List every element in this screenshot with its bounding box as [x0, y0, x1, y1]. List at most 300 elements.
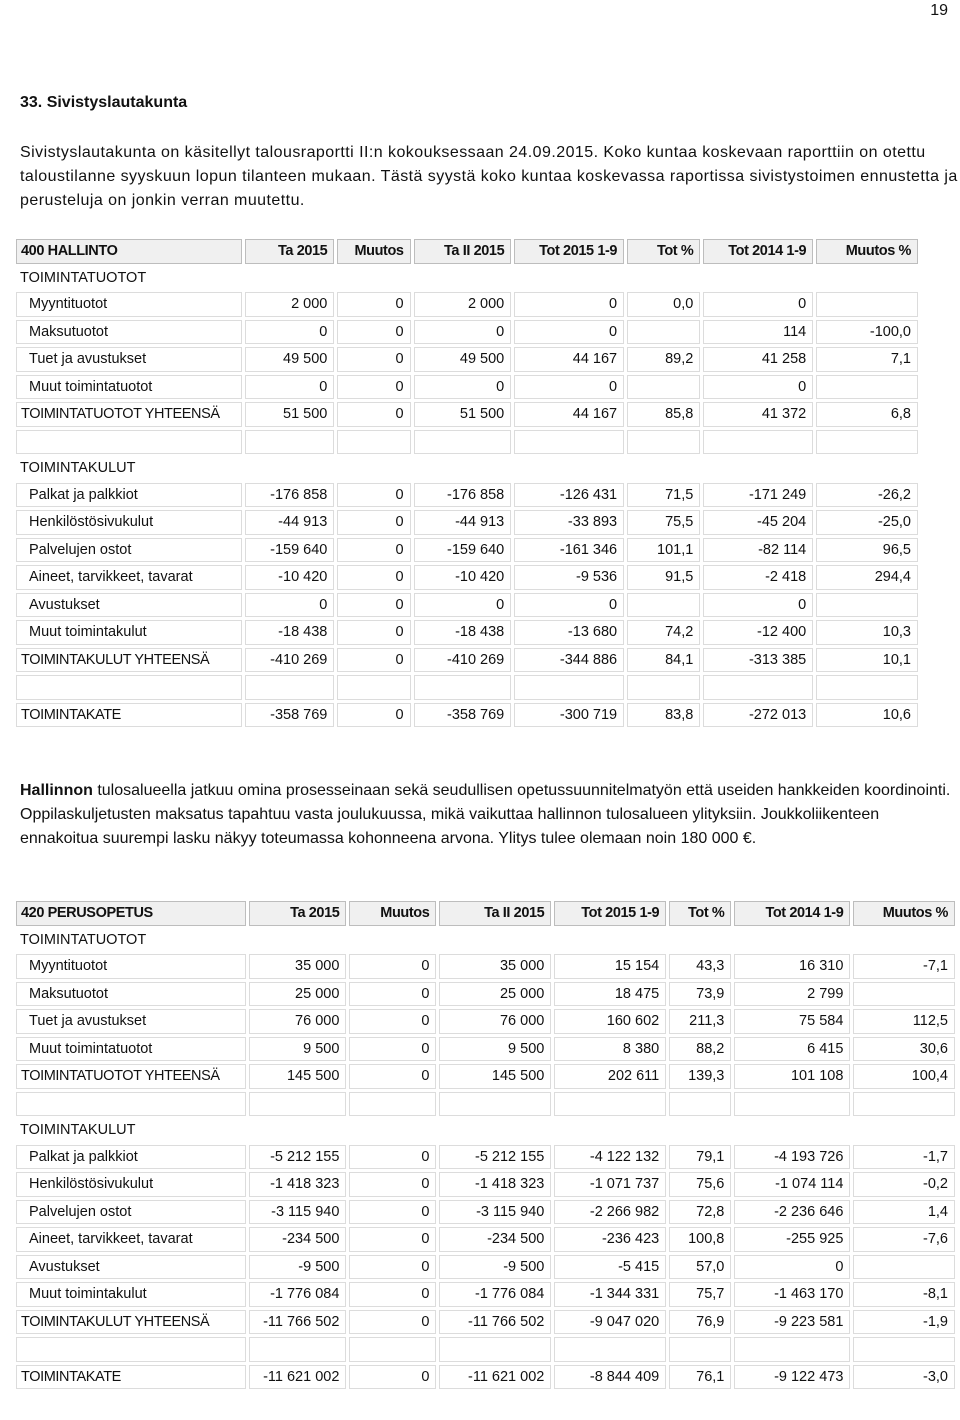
row-label: Aineet, tarvikkeet, tavarat	[16, 1227, 246, 1252]
value-cell: -0,2	[853, 1172, 955, 1197]
intro-paragraph: Sivistyslautakunta on käsitellyt talousraportti II:n kokouksessaan 24.09.2015. Koko kuntaa koskevaan raporttiin on otettu taloustilanne syyskuun lopun tilanteen mukaan. Tästä syystä koko kuntaa koskevassa raportissa sivistystoimen ennustetta ja perusteluja on jonkin verran muutettu.	[20, 144, 958, 209]
total-row	[16, 648, 918, 673]
value-cell: 0	[245, 320, 335, 345]
total-row	[16, 1310, 955, 1335]
value-cell: -234 500	[249, 1227, 346, 1252]
value-cell: 0	[337, 292, 410, 317]
value-cell: 100,8	[669, 1227, 731, 1252]
value-cell: -44 913	[245, 510, 335, 535]
spacer-row	[16, 430, 918, 455]
value-cell: 145 500	[439, 1064, 551, 1089]
value-cell: 0	[245, 593, 335, 618]
empty-cell	[703, 675, 813, 700]
value-cell: 43,3	[669, 954, 731, 979]
value-cell	[627, 375, 700, 400]
table-header-row	[16, 239, 918, 264]
table-row	[16, 982, 955, 1007]
note-text: tulosalueella jatkuu omina prosesseinaan sekä seudullisen opetussuunnitelmatyön että useiden hankkeiden koordinointi. Oppilaskuljetusten maksatus tapahtuu vasta joulukuussa, mikä vaikuttaa hallinnon tulosalueen ylityksiin. Joukkoliikenteen ennakoitua suurempi lasku näkyy toteumassa kohonneena arvona. Ylitys tulee olemaan noin 180 000 €.	[20, 782, 951, 847]
value-cell: -344 886	[514, 648, 624, 673]
value-cell: -44 913	[414, 510, 512, 535]
value-cell: -11 621 002	[439, 1365, 551, 1390]
table-row	[16, 347, 918, 372]
row-label: Palvelujen ostot	[16, 1200, 246, 1225]
group-label: TOIMINTAKULUT	[20, 460, 136, 477]
value-cell: 0	[349, 1064, 436, 1089]
table-row	[16, 292, 918, 317]
value-cell: 0	[349, 1310, 436, 1335]
table-row	[16, 1282, 955, 1307]
value-cell: -1 344 331	[554, 1282, 666, 1307]
value-cell: -171 249	[703, 483, 813, 508]
value-cell: -45 204	[703, 510, 813, 535]
value-cell: 25 000	[249, 982, 346, 1007]
value-cell: 75,6	[669, 1172, 731, 1197]
value-cell: -7,6	[853, 1227, 955, 1252]
table-row	[16, 1009, 955, 1034]
row-label: TOIMINTATUOTOT YHTEENSÄ	[16, 1064, 246, 1089]
value-cell: 10,3	[816, 620, 918, 645]
value-cell: 71,5	[627, 483, 700, 508]
value-cell: 16 310	[734, 954, 850, 979]
value-cell: -236 423	[554, 1227, 666, 1252]
row-label: Avustukset	[16, 593, 242, 618]
value-cell: -4 193 726	[734, 1145, 850, 1170]
value-cell: 51 500	[414, 402, 512, 427]
table-row	[16, 320, 918, 345]
value-cell: 44 167	[514, 402, 624, 427]
value-cell: -300 719	[514, 703, 624, 728]
empty-cell	[414, 430, 512, 455]
value-cell: 0	[337, 565, 410, 590]
value-cell: 0	[349, 1255, 436, 1280]
column-header: Tot 2015 1-9	[554, 901, 666, 926]
value-cell: 0	[337, 648, 410, 673]
value-cell: -9 536	[514, 565, 624, 590]
value-cell: 0	[349, 954, 436, 979]
value-cell: -82 114	[703, 538, 813, 563]
empty-cell	[816, 430, 918, 455]
value-cell: 41 372	[703, 402, 813, 427]
value-cell: 76,9	[669, 1310, 731, 1335]
value-cell: 44 167	[514, 347, 624, 372]
row-label: Henkilöstösivukulut	[16, 510, 242, 535]
value-cell: -33 893	[514, 510, 624, 535]
value-cell: -25,0	[816, 510, 918, 535]
row-label: Myyntituotot	[16, 292, 242, 317]
empty-cell	[669, 1337, 731, 1362]
value-cell: -1,7	[853, 1145, 955, 1170]
table-row	[16, 538, 918, 563]
empty-cell	[734, 1092, 850, 1117]
value-cell: 0	[349, 1172, 436, 1197]
value-cell: -1 776 084	[249, 1282, 346, 1307]
spacer-row	[16, 675, 918, 700]
column-header: Ta 2015	[245, 239, 335, 264]
value-cell: 145 500	[249, 1064, 346, 1089]
value-cell: 0	[337, 320, 410, 345]
value-cell: 2 799	[734, 982, 850, 1007]
value-cell: -1 463 170	[734, 1282, 850, 1307]
value-cell: 0	[337, 375, 410, 400]
column-header: Muutos	[337, 239, 410, 264]
value-cell: 91,5	[627, 565, 700, 590]
table-row	[16, 483, 918, 508]
value-cell: 101 108	[734, 1064, 850, 1089]
empty-cell	[337, 675, 410, 700]
value-cell: -3 115 940	[439, 1200, 551, 1225]
value-cell: 0	[349, 982, 436, 1007]
value-cell: -272 013	[703, 703, 813, 728]
value-cell: -2 266 982	[554, 1200, 666, 1225]
value-cell: 0	[414, 593, 512, 618]
row-label: TOIMINTAKULUT YHTEENSÄ	[16, 1310, 246, 1335]
value-cell: -410 269	[414, 648, 512, 673]
value-cell: 25 000	[439, 982, 551, 1007]
value-cell: 0	[349, 1282, 436, 1307]
column-header: Tot 2014 1-9	[703, 239, 813, 264]
value-cell: -9 223 581	[734, 1310, 850, 1335]
value-cell: -18 438	[245, 620, 335, 645]
value-cell: 0	[337, 402, 410, 427]
table-row	[16, 954, 955, 979]
value-cell: -126 431	[514, 483, 624, 508]
empty-cell	[245, 430, 335, 455]
column-header: Ta II 2015	[414, 239, 512, 264]
column-header: 400 HALLINTO	[16, 239, 242, 264]
value-cell: -3 115 940	[249, 1200, 346, 1225]
value-cell: -9 122 473	[734, 1365, 850, 1390]
empty-cell	[816, 675, 918, 700]
value-cell: 0	[703, 292, 813, 317]
value-cell: 0	[514, 375, 624, 400]
total-row	[16, 703, 918, 728]
column-header: Tot %	[627, 239, 700, 264]
row-label: Henkilöstösivukulut	[16, 1172, 246, 1197]
value-cell: 101,1	[627, 538, 700, 563]
value-cell: -4 122 132	[554, 1145, 666, 1170]
table-row	[16, 593, 918, 618]
value-cell: 49 500	[245, 347, 335, 372]
value-cell: -358 769	[414, 703, 512, 728]
value-cell: 89,2	[627, 347, 700, 372]
value-cell: -234 500	[439, 1227, 551, 1252]
value-cell: 10,1	[816, 648, 918, 673]
table-row	[16, 1227, 955, 1252]
table-row	[16, 375, 918, 400]
column-header: Tot 2015 1-9	[514, 239, 624, 264]
value-cell: 2 000	[414, 292, 512, 317]
value-cell: -8 844 409	[554, 1365, 666, 1390]
value-cell	[853, 1255, 955, 1280]
group-filler	[245, 457, 918, 480]
value-cell: 0	[337, 483, 410, 508]
value-cell: 49 500	[414, 347, 512, 372]
value-cell: 35 000	[249, 954, 346, 979]
value-cell: -11 766 502	[249, 1310, 346, 1335]
value-cell: -8,1	[853, 1282, 955, 1307]
spacer-row	[16, 1337, 955, 1362]
value-cell: 6 415	[734, 1037, 850, 1062]
row-label: Maksutuotot	[16, 320, 242, 345]
value-cell: -1 074 114	[734, 1172, 850, 1197]
value-cell: -5 415	[554, 1255, 666, 1280]
value-cell: -176 858	[245, 483, 335, 508]
value-cell	[816, 593, 918, 618]
value-cell: -7,1	[853, 954, 955, 979]
value-cell: -1 071 737	[554, 1172, 666, 1197]
table-row	[16, 510, 918, 535]
value-cell: -1 776 084	[439, 1282, 551, 1307]
empty-cell	[853, 1092, 955, 1117]
value-cell: 0	[337, 593, 410, 618]
row-label: Muut toimintakulut	[16, 620, 242, 645]
row-label: Aineet, tarvikkeet, tavarat	[16, 565, 242, 590]
value-cell: -13 680	[514, 620, 624, 645]
value-cell: 0	[703, 375, 813, 400]
value-cell: 0	[337, 538, 410, 563]
group-filler	[249, 929, 955, 952]
section-title: 33. Sivistyslautakunta	[20, 94, 188, 111]
value-cell: 8 380	[554, 1037, 666, 1062]
table-400-hallinto	[13, 236, 921, 730]
column-header: Muutos %	[816, 239, 918, 264]
empty-cell	[245, 675, 335, 700]
table-header-row	[16, 901, 955, 926]
empty-cell	[734, 1337, 850, 1362]
group-heading-row	[16, 457, 918, 480]
row-label: TOIMINTAKULUT YHTEENSÄ	[16, 648, 242, 673]
empty-cell	[514, 675, 624, 700]
row-label: Palvelujen ostot	[16, 538, 242, 563]
row-label: Maksutuotot	[16, 982, 246, 1007]
value-cell	[816, 375, 918, 400]
value-cell: 112,5	[853, 1009, 955, 1034]
row-label: Avustukset	[16, 1255, 246, 1280]
value-cell: 75,7	[669, 1282, 731, 1307]
group-filler	[245, 267, 918, 290]
value-cell: 0	[349, 1227, 436, 1252]
empty-cell	[349, 1092, 436, 1117]
value-cell: 74,2	[627, 620, 700, 645]
value-cell: 6,8	[816, 402, 918, 427]
value-cell: 10,6	[816, 703, 918, 728]
value-cell: -176 858	[414, 483, 512, 508]
column-header: Tot 2014 1-9	[734, 901, 850, 926]
value-cell: 0	[414, 375, 512, 400]
value-cell: 73,9	[669, 982, 731, 1007]
value-cell: -313 385	[703, 648, 813, 673]
row-label: TOIMINTAKATE	[16, 703, 242, 728]
value-cell: 0	[337, 620, 410, 645]
column-header: Muutos %	[853, 901, 955, 926]
row-label: TOIMINTAKATE	[16, 1365, 246, 1390]
value-cell: 1,4	[853, 1200, 955, 1225]
column-header: 420 PERUSOPETUS	[16, 901, 246, 926]
value-cell	[853, 982, 955, 1007]
value-cell: 76 000	[249, 1009, 346, 1034]
value-cell: 100,4	[853, 1064, 955, 1089]
value-cell: 0	[337, 347, 410, 372]
value-cell: 0,0	[627, 292, 700, 317]
empty-cell	[627, 675, 700, 700]
value-cell: 114	[703, 320, 813, 345]
value-cell: 294,4	[816, 565, 918, 590]
value-cell: -12 400	[703, 620, 813, 645]
page-number: 19	[930, 2, 948, 19]
value-cell: -161 346	[514, 538, 624, 563]
value-cell: 79,1	[669, 1145, 731, 1170]
empty-cell	[349, 1337, 436, 1362]
value-cell: 0	[337, 703, 410, 728]
column-header: Ta II 2015	[439, 901, 551, 926]
value-cell: -1 418 323	[249, 1172, 346, 1197]
empty-cell	[439, 1092, 551, 1117]
value-cell: 0	[414, 320, 512, 345]
value-cell: -100,0	[816, 320, 918, 345]
value-cell: -3,0	[853, 1365, 955, 1390]
table-row	[16, 1255, 955, 1280]
total-row	[16, 1064, 955, 1089]
note-bold-word: Hallinnon	[20, 782, 93, 799]
value-cell: 0	[349, 1365, 436, 1390]
empty-cell	[16, 675, 242, 700]
row-label: Palkat ja palkkiot	[16, 483, 242, 508]
value-cell: -10 420	[414, 565, 512, 590]
value-cell: 15 154	[554, 954, 666, 979]
value-cell: 75,5	[627, 510, 700, 535]
hallinto-note	[20, 779, 958, 851]
empty-cell	[554, 1092, 666, 1117]
table-row	[16, 1172, 955, 1197]
value-cell: 96,5	[816, 538, 918, 563]
group-label: TOIMINTATUOTOT	[20, 269, 147, 286]
column-header: Muutos	[349, 901, 436, 926]
value-cell: -2 418	[703, 565, 813, 590]
empty-cell	[627, 430, 700, 455]
row-label: Muut toimintatuotot	[16, 375, 242, 400]
value-cell: 0	[514, 593, 624, 618]
value-cell: 0	[703, 593, 813, 618]
value-cell: 202 611	[554, 1064, 666, 1089]
group-heading-row	[16, 1119, 955, 1142]
empty-cell	[16, 1092, 246, 1117]
value-cell: 0	[734, 1255, 850, 1280]
table-row	[16, 565, 918, 590]
value-cell: -5 212 155	[439, 1145, 551, 1170]
value-cell: 85,8	[627, 402, 700, 427]
empty-cell	[853, 1337, 955, 1362]
value-cell: 18 475	[554, 982, 666, 1007]
empty-cell	[669, 1092, 731, 1117]
value-cell: 51 500	[245, 402, 335, 427]
value-cell: 0	[349, 1009, 436, 1034]
value-cell: -9 500	[439, 1255, 551, 1280]
value-cell: 57,0	[669, 1255, 731, 1280]
value-cell: 88,2	[669, 1037, 731, 1062]
value-cell: -18 438	[414, 620, 512, 645]
group-label: TOIMINTATUOTOT	[20, 931, 147, 948]
value-cell: 0	[514, 320, 624, 345]
empty-cell	[249, 1092, 346, 1117]
row-label: Tuet ja avustukset	[16, 1009, 246, 1034]
value-cell: 2 000	[245, 292, 335, 317]
group-heading-row	[16, 929, 955, 952]
value-cell: 76 000	[439, 1009, 551, 1034]
value-cell: 0	[245, 375, 335, 400]
empty-cell	[16, 1337, 246, 1362]
value-cell: 211,3	[669, 1009, 731, 1034]
value-cell: 41 258	[703, 347, 813, 372]
value-cell: -2 236 646	[734, 1200, 850, 1225]
value-cell: -10 420	[245, 565, 335, 590]
value-cell: -159 640	[414, 538, 512, 563]
empty-cell	[337, 430, 410, 455]
value-cell: -358 769	[245, 703, 335, 728]
value-cell: -26,2	[816, 483, 918, 508]
empty-cell	[249, 1337, 346, 1362]
value-cell	[627, 320, 700, 345]
value-cell: -410 269	[245, 648, 335, 673]
value-cell: 83,8	[627, 703, 700, 728]
total-row	[16, 402, 918, 427]
spacer-row	[16, 1092, 955, 1117]
value-cell: 0	[349, 1145, 436, 1170]
value-cell: -255 925	[734, 1227, 850, 1252]
row-label: Palkat ja palkkiot	[16, 1145, 246, 1170]
table-row	[16, 620, 918, 645]
value-cell	[627, 593, 700, 618]
value-cell: 9 500	[439, 1037, 551, 1062]
value-cell: 7,1	[816, 347, 918, 372]
group-label: TOIMINTAKULUT	[20, 1122, 136, 1139]
row-label: Muut toimintatuotot	[16, 1037, 246, 1062]
value-cell: -11 766 502	[439, 1310, 551, 1335]
value-cell: 0	[337, 510, 410, 535]
table-420-perusopetus	[13, 898, 958, 1392]
empty-cell	[703, 430, 813, 455]
value-cell: 76,1	[669, 1365, 731, 1390]
value-cell: -11 621 002	[249, 1365, 346, 1390]
value-cell: 75 584	[734, 1009, 850, 1034]
empty-cell	[514, 430, 624, 455]
value-cell: 84,1	[627, 648, 700, 673]
value-cell: 72,8	[669, 1200, 731, 1225]
total-row	[16, 1365, 955, 1390]
value-cell: 0	[349, 1037, 436, 1062]
value-cell: -9 047 020	[554, 1310, 666, 1335]
empty-cell	[414, 675, 512, 700]
group-filler	[249, 1119, 955, 1142]
value-cell: 9 500	[249, 1037, 346, 1062]
value-cell: -9 500	[249, 1255, 346, 1280]
row-label: Myyntituotot	[16, 954, 246, 979]
table-row	[16, 1145, 955, 1170]
group-heading-row	[16, 267, 918, 290]
row-label: Muut toimintakulut	[16, 1282, 246, 1307]
value-cell: 30,6	[853, 1037, 955, 1062]
empty-cell	[16, 430, 242, 455]
table-row	[16, 1200, 955, 1225]
value-cell: 160 602	[554, 1009, 666, 1034]
value-cell: 35 000	[439, 954, 551, 979]
column-header: Ta 2015	[249, 901, 346, 926]
value-cell: -5 212 155	[249, 1145, 346, 1170]
empty-cell	[439, 1337, 551, 1362]
value-cell	[816, 292, 918, 317]
value-cell: -1,9	[853, 1310, 955, 1335]
value-cell: 139,3	[669, 1064, 731, 1089]
table-row	[16, 1037, 955, 1062]
